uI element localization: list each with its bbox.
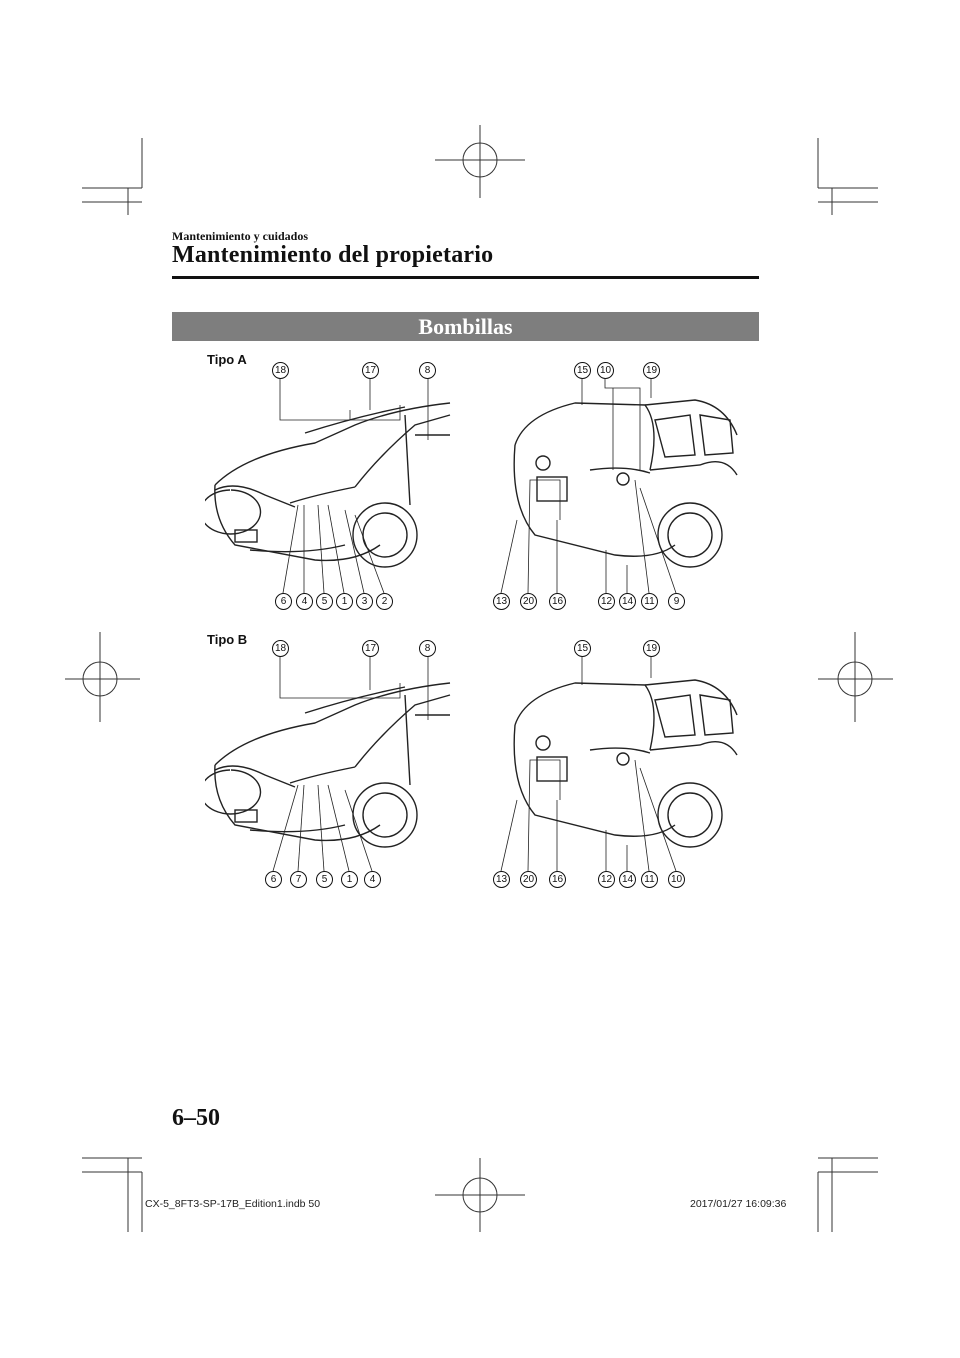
callout-front-bottom-a-3: 1 [336, 593, 353, 610]
type-b-label: Tipo B [207, 632, 248, 647]
page-title: Mantenimiento del propietario [172, 242, 494, 268]
callout-rear-bottom-b-6: 10 [668, 871, 685, 888]
callout-rear-top-a-1: 10 [597, 362, 614, 379]
section-label: Mantenimiento y cuidados [172, 229, 309, 243]
callout-rear-top-a-0: 15 [574, 362, 591, 379]
callout-front-bottom-a-1: 4 [296, 593, 313, 610]
type-a-label: Tipo A [207, 352, 247, 367]
callout-rear-bottom-a-3: 12 [598, 593, 615, 610]
callout-rear-bottom-a-2: 16 [549, 593, 566, 610]
callout-front-bottom-a-2: 5 [316, 593, 333, 610]
callout-rear-bottom-b-2: 16 [549, 871, 566, 888]
callout-rear-bottom-b-0: 13 [493, 871, 510, 888]
page-number: 6–50 [172, 1105, 220, 1131]
callout-front-bottom-b-3: 1 [341, 871, 358, 888]
callout-rear-bottom-b-3: 12 [598, 871, 615, 888]
callout-front-bottom-a-4: 3 [356, 593, 373, 610]
callout-rear-top-b-1: 19 [643, 640, 660, 657]
callout-front-bottom-a-0: 6 [275, 593, 292, 610]
section-banner: Bombillas [172, 312, 759, 341]
callout-front-bottom-a-5: 2 [376, 593, 393, 610]
callout-front-top-b-0: 18 [272, 640, 289, 657]
print-timestamp: 2017/01/27 16:09:36 [690, 1198, 787, 1210]
callout-rear-bottom-a-0: 13 [493, 593, 510, 610]
callout-rear-top-b-0: 15 [574, 640, 591, 657]
callout-rear-bottom-b-1: 20 [520, 871, 537, 888]
callout-front-top-b-1: 17 [362, 640, 379, 657]
callout-front-bottom-b-0: 6 [265, 871, 282, 888]
callout-front-bottom-b-2: 5 [316, 871, 333, 888]
callout-front-bottom-b-1: 7 [290, 871, 307, 888]
callout-rear-bottom-a-4: 14 [619, 593, 636, 610]
callout-rear-bottom-b-5: 11 [641, 871, 658, 888]
callout-front-top-a-1: 17 [362, 362, 379, 379]
callout-front-bottom-b-4: 4 [364, 871, 381, 888]
callout-rear-bottom-a-5: 11 [641, 593, 658, 610]
print-file-slug: CX-5_8FT3-SP-17B_Edition1.indb 50 [145, 1198, 321, 1210]
callout-front-top-a-2: 8 [419, 362, 436, 379]
callout-rear-bottom-a-6: 9 [668, 593, 685, 610]
callout-rear-top-a-2: 19 [643, 362, 660, 379]
callout-front-top-a-0: 18 [272, 362, 289, 379]
callout-front-top-b-2: 8 [419, 640, 436, 657]
callout-rear-bottom-b-4: 14 [619, 871, 636, 888]
callout-rear-bottom-a-1: 20 [520, 593, 537, 610]
